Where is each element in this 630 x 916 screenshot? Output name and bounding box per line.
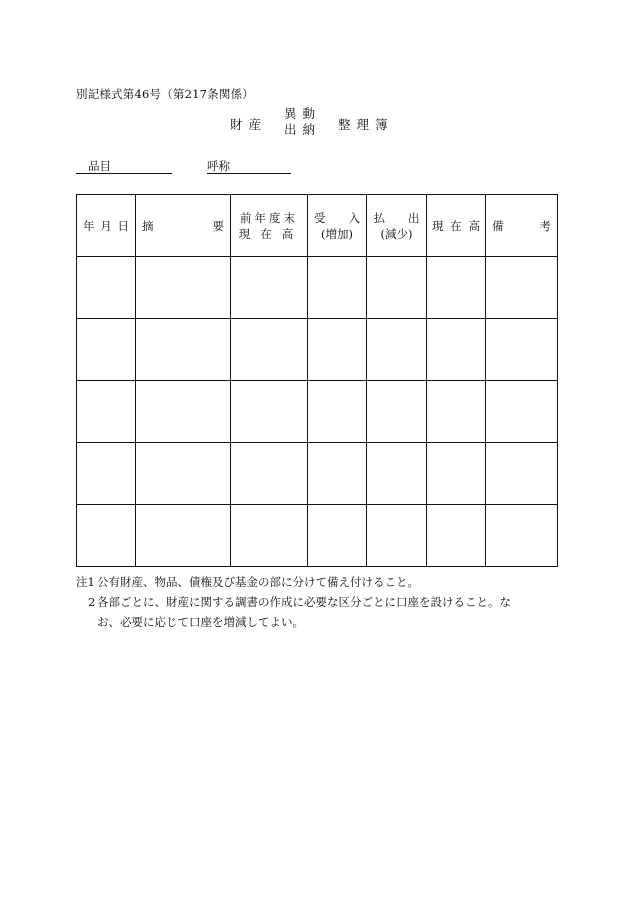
title-stack-top: 異動 xyxy=(284,106,322,121)
header-current-2: 在 xyxy=(450,218,462,233)
cell-received[interactable] xyxy=(308,319,367,381)
cell-current[interactable] xyxy=(427,443,486,505)
cell-remarks[interactable] xyxy=(486,257,558,319)
cell-remarks[interactable] xyxy=(486,443,558,505)
ledger-title xyxy=(0,106,630,140)
hinmoku-field[interactable] xyxy=(76,158,172,174)
cell-prev-year-end[interactable] xyxy=(231,319,308,381)
note-2-line-1: 各部ごとに、財産に関する調書の作成に必要な区分ごとに口座を設けること。な xyxy=(97,595,511,609)
title-stack xyxy=(284,106,321,138)
cell-received[interactable] xyxy=(308,381,367,443)
header-prev-year-end-2: 現在高 xyxy=(238,226,304,241)
table-row xyxy=(77,319,558,381)
table-row xyxy=(77,257,558,319)
note-1-text: 公有財産、物品、債権及び基金の部に分けて備え付けること。 xyxy=(97,575,419,589)
header-summary-2: 要 xyxy=(212,218,224,233)
cell-current[interactable] xyxy=(427,505,486,567)
cell-prev-year-end[interactable] xyxy=(231,381,308,443)
cell-summary[interactable] xyxy=(136,381,231,443)
cell-date[interactable] xyxy=(77,381,136,443)
cell-summary[interactable] xyxy=(136,505,231,567)
header-date-year: 年 xyxy=(83,218,95,233)
cell-paid[interactable] xyxy=(367,257,427,319)
header-summary xyxy=(136,195,231,257)
note-1 xyxy=(76,572,556,592)
form-number: 別記様式第46号（第217条関係） xyxy=(76,87,254,101)
cell-received[interactable] xyxy=(308,443,367,505)
header-date xyxy=(77,195,136,257)
note-2-number: 2 xyxy=(88,595,96,609)
header-summary-1: 摘 xyxy=(142,218,154,233)
cell-summary[interactable] xyxy=(136,319,231,381)
cell-received[interactable] xyxy=(308,257,367,319)
table-row xyxy=(77,505,558,567)
header-received xyxy=(308,195,367,257)
kosho-field[interactable] xyxy=(207,158,291,174)
header-paid-2: (減少) xyxy=(380,226,413,241)
ledger-table xyxy=(76,194,558,567)
cell-remarks[interactable] xyxy=(486,319,558,381)
header-current xyxy=(427,195,486,257)
cell-remarks[interactable] xyxy=(486,381,558,443)
header-paid xyxy=(367,195,427,257)
note-1-number: 注1 xyxy=(76,575,95,589)
header-row xyxy=(77,195,558,257)
note-2 xyxy=(76,592,556,632)
header-remarks-2: 考 xyxy=(539,218,551,233)
cell-paid[interactable] xyxy=(367,505,427,567)
cell-paid[interactable] xyxy=(367,381,427,443)
cell-date[interactable] xyxy=(77,257,136,319)
title-main: 財産 xyxy=(230,117,268,132)
cell-summary[interactable] xyxy=(136,443,231,505)
header-remarks xyxy=(486,195,558,257)
title-tail: 整理簿 xyxy=(338,117,394,132)
note-2-text xyxy=(76,592,556,632)
header-received-2: (増加) xyxy=(321,226,353,241)
cell-current[interactable] xyxy=(427,257,486,319)
header-received-1: 受 入 xyxy=(314,210,360,225)
cell-paid[interactable] xyxy=(367,319,427,381)
cell-prev-year-end[interactable] xyxy=(231,505,308,567)
header-current-3: 高 xyxy=(468,218,480,233)
header-prev-year-end xyxy=(231,195,308,257)
header-date-month: 月 xyxy=(100,218,112,233)
header-prev-year-end-1: 前年度末 xyxy=(240,210,298,225)
cell-remarks[interactable] xyxy=(486,505,558,567)
cell-summary[interactable] xyxy=(136,257,231,319)
cell-prev-year-end[interactable] xyxy=(231,257,308,319)
notes xyxy=(76,572,556,632)
cell-paid[interactable] xyxy=(367,443,427,505)
cell-date[interactable] xyxy=(77,505,136,567)
title-stack-bottom: 出納 xyxy=(284,122,322,137)
header-paid-1: 払 出 xyxy=(373,210,420,225)
header-date-day: 日 xyxy=(117,218,129,233)
kosho-label: 呼称 xyxy=(207,159,230,173)
cell-date[interactable] xyxy=(77,443,136,505)
cell-received[interactable] xyxy=(308,505,367,567)
note-2-line-2: お、必要に応じて口座を増減してよい。 xyxy=(97,615,304,629)
table-row xyxy=(77,443,558,505)
ledger-body xyxy=(77,257,558,567)
header-current-1: 現 xyxy=(432,218,444,233)
cell-date[interactable] xyxy=(77,319,136,381)
cell-prev-year-end[interactable] xyxy=(231,443,308,505)
hinmoku-label: 品目 xyxy=(88,159,111,173)
header-remarks-1: 備 xyxy=(492,218,504,233)
table-row xyxy=(77,381,558,443)
cell-current[interactable] xyxy=(427,319,486,381)
cell-current[interactable] xyxy=(427,381,486,443)
